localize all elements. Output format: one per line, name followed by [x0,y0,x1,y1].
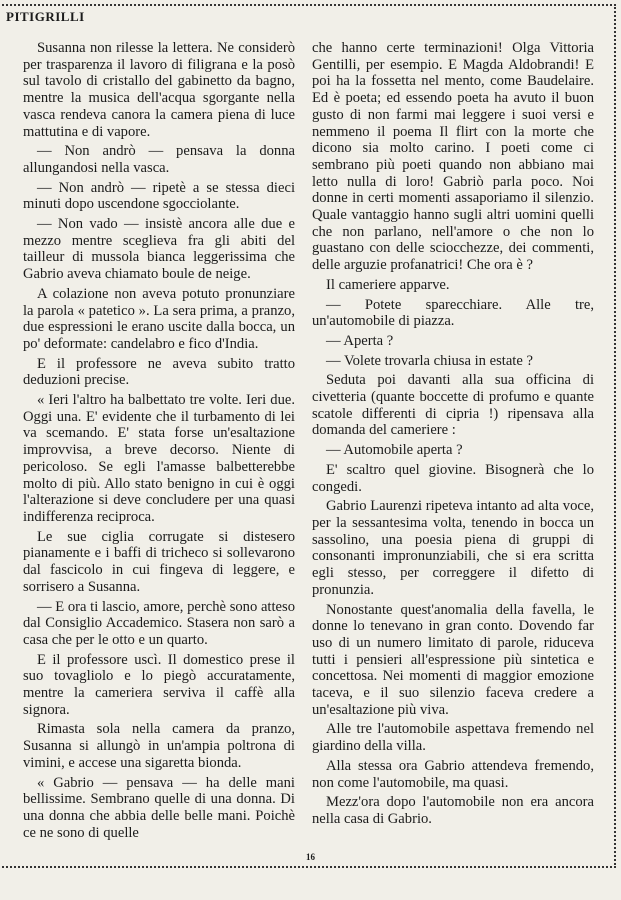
dotted-border-right [614,4,616,868]
paragraph: — Potete sparecchiare. Alle tre, un'automobile di piazza. [312,296,594,330]
running-header: PITIGRILLI [6,9,85,24]
paragraph: Alla stessa ora Gabrio attendeva fremendo, non come l'automobile, ma quasi. [312,757,594,791]
dotted-border-top [2,4,616,6]
paragraph: « Gabrio — pensava — ha delle mani bellissime. Sembrano quelle di una donna. Di una donna che abbia delle belle mani. Poichè ce ne sono di quelle [23,774,295,841]
paragraph: che hanno certe terminazioni! Olga Vittoria Gentilli, per esempio. E Magda Aldobrandi! E poi ha la fossetta nel mento, come Baudelaire. Ed è poeta; ed essendo poeta ha avuto il buon gusto di non farmi mai leggere i suoi versi e nemmeno il poema Il flirt con la morte che dicono sia molto carino. I poeti come ci sembrano più poeti quando non abbiano mai letto nulla di loro! Gabriò parla poco. Noi donne in certi momenti assaporiamo il silenzio. Quale vantaggio hanno sugli altri uomini quelli che non parlano, nell'amore o che non lo guastano con delle sciocchezze, dei commenti, delle arguzie profanatrici! Che ora è ? [312,40,594,274]
paragraph: — Non andrò — pensava la donna allungandosi nella vasca. [23,143,295,176]
paragraph: E' scaltro quel giovine. Bisognerà che lo congedi. [312,461,594,495]
paragraph: Gabrio Laurenzi ripeteva intanto ad alta voce, per la sessantesima volta, tenendo in bocca un sassolino, una poesia piena di gruppi di consonanti impronunziabili, che si era scritta egli stesso, per correggere il difetto di pronunzia. [312,498,594,598]
paragraph: Seduta poi davanti alla sua officina di civetteria (quante boccette di profumo e quante scatole differenti di cipria !) ripensava alla domanda del cameriere : [312,372,594,439]
dotted-border-bottom [2,866,616,868]
paragraph: Nonostante quest'anomalia della favella, le donne lo tenevano in gran conto. Dovendo far uso di un numero limitato di parole, riduceva tutti i pensieri all'espressione più sintetica e concettosa. Nei momenti di maggior emozione taceva, e il suo silenzio faceva credere a un'esaltazione più viva. [312,601,594,718]
paragraph: Mezz'ora dopo l'automobile non era ancora nella casa di Gabrio. [312,794,594,827]
paragraph: — Aperta ? [326,332,394,349]
paragraph: — Non andrò — ripetè a se stessa dieci minuti dopo uscendone sgocciolante. [23,179,295,213]
paragraph: Il cameriere apparve. [326,276,450,293]
paragraph: E il professore uscì. Il domestico prese il suo tovagliolo e lo piegò accuratamente, mentre la cameriera serviva il caffè alla signora. [23,651,295,718]
page-number: 16 [306,852,315,862]
paragraph: « Ieri l'altro ha balbettato tre volte. Ieri due. Oggi una. E' evidente che il turbamento di lei va scemando. E' stata forse un'esaltazione improvvisa, a breve decorso. Niente di pericoloso. Se egli l'amasse balbetterebbe molto di più. Allo stato benigno in cui è oggi l'alterazione si deve concludere per una quasi indifferenza reciproca. [23,392,295,525]
paragraph: Le sue ciglia corrugate si distesero pianamente e i baffi di tricheco si sollevarono dal fascicolo in cui fingeva di leggere, e sorrisero a Susanna. [23,528,295,595]
paragraph: — Volete trovarla chiusa in estate ? [326,352,533,369]
text-column-right [312,40,594,850]
paragraph: Susanna non rilesse la lettera. Ne considerò per trasparenza il lavoro di filigrana e la posò sul tavolo di cristallo del gabinetto da bagno, mentre la musica dell'acqua sgorgante nella vasca rendeva canora la camera piena di luce mattutina e di vapore. [23,40,295,140]
paragraph: A colazione non aveva potuto pronunziare la parola « patetico ». La sera prima, a pranzo, due espressioni le erano uscite dalla bocca, un po' deformate: candelabro e fico d'India. [23,285,295,352]
text-column-left [23,40,295,850]
paragraph: Rimasta sola nella camera da pranzo, Susanna si allungò in un'ampia poltrona di vimini, e accese una sigaretta bionda. [23,721,295,771]
paragraph: — Non vado — insistè ancora alle due e mezzo mentre sceglieva fra gli abiti del tailleur di mussola bianca leggerissima che Gabrio aveva chiamato boule de neige. [23,216,295,283]
paragraph: — E ora ti lascio, amore, perchè sono atteso dal Consiglio Accademico. Stasera non sarò a casa che per le otto e un quarto. [23,598,295,648]
paragraph: E il professore ne aveva subito tratto deduzioni precise. [23,355,295,389]
paragraph: — Automobile aperta ? [326,442,463,459]
paragraph: Alle tre l'automobile aspettava fremendo nel giardino della villa. [312,721,594,755]
